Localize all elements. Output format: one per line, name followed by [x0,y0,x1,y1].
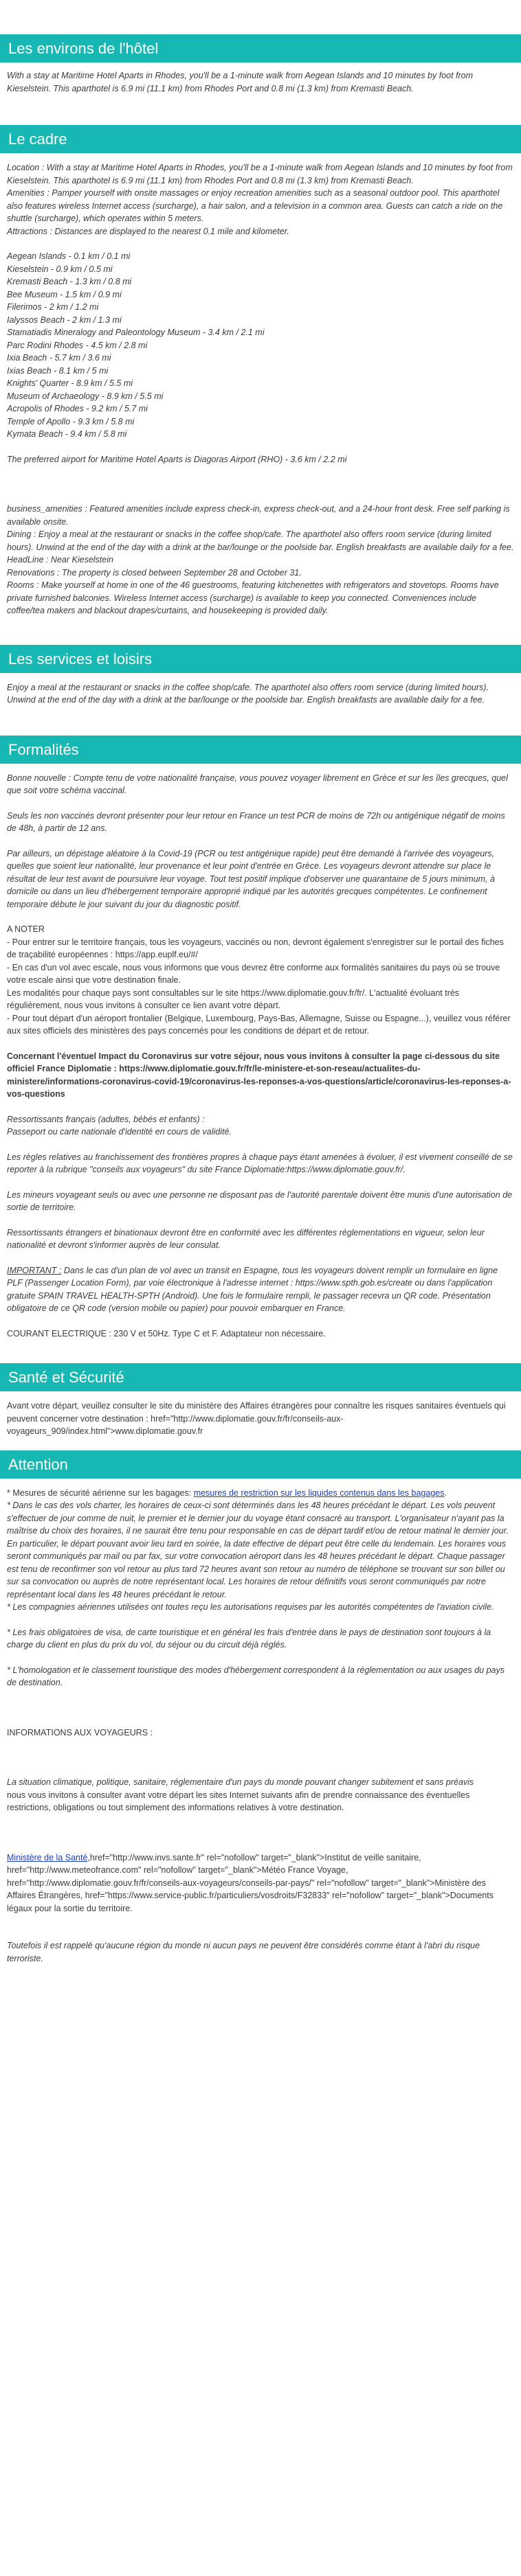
distance-item: Kieselstein - 0.9 km / 0.5 mi [7,264,113,274]
baggage-restrictions-link[interactable]: mesures de restriction sur les liquides contenus dans les bagages [193,1488,445,1498]
formalites-note-2: - En cas d'un vol avec escale, nous vous informons que vous devrez être conforme aux formalités sanitaires du pays où se trouve votre escale ainsi que votre destination finale. [7,962,500,985]
cadre-rooms: Rooms : Make yourself at home in one of the 46 guestrooms, featuring kitchenettes with refrigerators and stovetops. Rooms have private furnished balconies. Wireless Internet access (surcharge) is available to keep you connected. Conveniences include coffee/tea makers and blackout drapes/curtains, and housekeeping is provided daily. [7,580,499,615]
distance-item: Kymata Beach - 9.4 km / 5.8 mi [7,429,127,439]
distance-item: Bee Museum - 1.5 km / 0.9 mi [7,289,122,299]
section-title-cadre: Le cadre [0,125,521,153]
distance-list [7,250,514,441]
distance-item: Temple of Apollo - 9.3 km / 5.8 mi [7,416,135,426]
formalites-courant: COURANT ELECTRIQUE : 230 V et 50Hz. Type C et F. Adaptateur non nécessaire. [7,1328,326,1338]
formalites-regles: Les règles relatives au franchissement des frontières propres à chaque pays étant amenées à évoluer, il est vivement conseillé de se reporter à la rubrique "conseils aux voyageurs" du site France Diplomatie:https://www.diplomatie.gouv.fr/. [7,1152,513,1174]
section-title-sante: Santé et Sécurité [0,1363,521,1391]
formalites-ressortissants-title: Ressortissants français (adultes, bébés et enfants) : [7,1114,205,1124]
attention-info-title: INFORMATIONS AUX VOYAGEURS : [7,1727,153,1737]
formalites-mineurs: Les mineurs voyageant seuls ou avec une personne ne disposant pas de l'autorité parentale doivent être munis d'une autorisation de sortie de territoire. [7,1189,513,1212]
distance-item: Stamatiadis Mineralogy and Paleontology Museum - 3.4 km / 2.1 mi [7,328,265,337]
formalites-important [7,1264,514,1315]
important-text: Dans le cas d'un plan de vol avec un transit en Espagne, tous les voyageurs doivent remplir un formulaire en ligne PLF (Passenger Location Form), par voie électronique à l'adresse internet : https://www.spth.gob.es/create ou dans l'application gratuite SPAIN TRAVEL HEALTH-SPTH (Android). Une fois le formulaire rempli, le passager recevra un QR code. Présentation obligatoire de ce QR code (version mobile ou papier) pour pouvoir embarquer en France. [7,1265,498,1313]
formalites-p3: Par ailleurs, un dépistage aléatoire à la Covid-19 (PCR ou test antigénique rapide) peut être demandé à l'arrivée des voyageurs, quelles que soient leur nationalité, leur provenance et leur point d'entrée en Grèce. Les voyageurs devront attendre sur place le résultat de leur test avant de poursuivre leur voyage. Tout test positif implique d'observer une quarantaine de 5 jours minimum, à domicile ou dans un lieu d'hébergement temporaire approprié indiqué par les autorités grecques compétentes. Le confinement temporaire débute le jour suivant du jour du diagnostic positif. [7,848,495,909]
formalites-p2: Seuls les non vaccinés devront présenter pour leur retour en France un test PCR de moins de 72h ou antigénique négatif de moins de 48h, à partir de 12 ans. [7,810,505,833]
environs-text: With a stay at Maritime Hotel Aparts in Rhodes, you'll be a 1-minute walk from Aegean Islands and 10 minutes by foot from Kieselstein. This aparthotel is 6.9 mi (11.1 km) from Rhodes Port and 0.8 mi (1.3 km) from Kremasti Beach. [7,71,474,93]
attention-links: Ministère de la Santé,href="http://www.invs.sante.fr" rel="nofollow" target="_blank">Institut de veille sanitaire, href="http://www.meteofrance.com" rel="nofollow" target="_blank">Météo France Voyage, href="http://www.diplomatie.gouv.fr/fr/conseils-aux-voyageurs/conseils-par-pays/" rel="nofollow" target="_blank">Ministère des Affaires Étrangères, href="https://www.service-public.fr/particuliers/vosdroits/F32833" rel="nofollow" target="_blank">Documents légaux pour la sortie du territoire. [7,1852,494,1913]
services-text: Enjoy a meal at the restaurant or snacks in the coffee shop/cafe. The aparthotel also offers room service (during limited hours). Unwind at the end of the day with a drink at the bar/lounge or the poolside bar. English breakfasts are available daily for a fee. [7,682,489,705]
attention-charter: * Dans le cas des vols charter, les horaires de ceux-ci sont déterminés dans les 48 heures précédant le départ. Les vols peuvent s'effectuer de jour comme de nuit, le premier et le dernier jour du voyage étant consacré au transport. L'organisateur n'ayant pas la maîtrise du choix des horaires, il ne saurait être tenu pour responsable en cas de départ tardif et/ou de retour matinal le dernier jour. En particulier, le départ pouvant avoir lieu tard en soirée, la date effective de départ peut être celle du lendemain. Les horaires vous seront communiqués par mail ou par fax, sur votre convocation aéroport dans les 48 heures précédant le départ. Chaque passager est tenu de reconfirmer son vol retour au plus tard 72 heures avant son retour au numéro de téléphone se trouvant sur son billet ou sur sa convocation ou auprès de notre représentant local. Les horaires de retour définitifs vous seront communiqués par notre représentant local dans les 48 heures précédant le retour. [7,1501,509,1599]
attention-terrorisme: Toutefois il est rappelé qu'aucune région du monde ni aucun pays ne peuvent être considérés comme étant à l'abri du risque terroriste. [7,1941,480,1963]
attention-frais: * Les frais obligatoires de visa, de carte touristique et en général les frais d'entrée dans le pays de destination sont toujours à la charge du client en plus du prix du vol, du séjour ou du circuit déjà réglés. [7,1627,491,1650]
distance-item: Filerimos - 2 km / 1.2 mi [7,302,99,312]
formalites-ressortissants-docs: Passeport ou carte nationale d'identité en cours de validité. [7,1127,232,1137]
attention-baggage: * Mesures de sécurité aérienne sur les bagages: mesures de restriction sur les liquides contenus dans les bagages. [7,1488,447,1498]
cadre-attractions: Attractions : Distances are displayed to the nearest 0.1 mile and kilometer. [7,226,289,236]
cadre-location: Location : With a stay at Maritime Hotel Aparts in Rhodes, you'll be a 1-minute walk from Aegean Islands and 10 minutes by foot from Kieselstein. This aparthotel is 6.9 mi (11.1 km) from Rhodes Port and 0.8 mi (1.3 km) from Kremasti Beach. [7,163,513,185]
formalites-p1: Bonne nouvelle : Compte tenu de votre nationalité française, vous pouvez voyager librement en Grèce et sur les îles grecques, quel que soit votre schéma vaccinal. [7,773,508,795]
cadre-headline: HeadLine : Near Kieselstein [7,555,113,565]
ministere-sante-link[interactable]: Ministère de la Santé [7,1852,88,1862]
distance-item: Museum of Archaeology - 8.9 km / 5.5 mi [7,391,164,401]
distance-item: Aegean Islands - 0.1 km / 0.1 mi [7,251,131,261]
sante-text: Avant votre départ, veuillez consulter le site du ministère des Affaires étrangères pour connaître les risques sanitaires éventuels qui peuvent concerner votre destination : href="http://www.diplomatie.gouv.fr/fr/conseils-aux-voyageurs_909/index.html">www.diplomatie.gouv.fr [7,1401,506,1436]
cadre-dining: Dining : Enjoy a meal at the restaurant or snacks in the coffee shop/cafe. The aparthotel also offers room service (during limited hours). Unwind at the end of the day with a drink at the bar/lounge or the poolside bar. English breakfasts are available daily for a fee. [7,529,514,552]
formalites-note-3: Les modalités pour chaque pays sont consultables sur le site https://www.diplomatie.gouv.fr/fr/. L'actualité évoluant très régulièrement, nous vous invitons à consulter ce lien avant votre départ. [7,988,460,1010]
section-title-formalites: Formalités [0,736,521,764]
distance-item: Ialyssos Beach - 2 km / 1.3 mi [7,315,122,325]
section-title-environs: Les environs de l'hôtel [0,34,521,62]
formalites-etrangers: Ressortissants étrangers et binationaux devront être en conformité avec les différentes réglementations en vigueur, selon leur nationalité et devront s'informer auprès de leur consulat. [7,1227,485,1250]
distance-item: Ixia Beach - 5.7 km / 3.6 mi [7,353,111,363]
formalites-coronavirus-note: Concernant l'éventuel Impact du Coronavirus sur votre séjour, nous vous invitons à consulter la page ci-dessous du site officiel France Diplomatie : https://www.diplomatie.gouv.fr/fr/le-ministere-et-son-reseau/actualites-du-ministere/informations-coronavirus-covid-19/coronavirus-les-reponses-a-vos-questions/article/coronavirus-les-reponses-a-vos-questions [7,1051,511,1099]
distance-item: Kremasti Beach - 1.3 km / 0.8 mi [7,277,132,286]
important-label: IMPORTANT : [7,1265,62,1275]
distance-item: Parc Rodini Rhodes - 4.5 km / 2.8 mi [7,340,148,350]
section-title-attention: Attention [0,1450,521,1479]
attention-homologation: * L'homologation et le classement touristique des modes d'hébergement correspondent à la réglementation ou aux usages du pays de destination. [7,1665,505,1687]
distance-item: Ixias Beach - 8.1 km / 5 mi [7,365,109,376]
cadre-renovations: Renovations : The property is closed between September 28 and October 31. [7,567,302,578]
distance-item: Acropolis of Rhodes - 9.2 km / 5.7 mi [7,404,148,413]
cadre-business: business_amenities : Featured amenities include express check-in, express check-out, and a 24-hour front desk. Free self parking is available onsite. [7,504,510,527]
attention-info-1: La situation climatique, politique, sanitaire, réglementaire d'un pays du monde pouvant changer subitement et sans préavis [7,1777,474,1787]
attention-compagnies: * Les compagnies aériennes utilisées ont toutes reçu les autorisations requises par les autorités compétentes de l'aviation civile. [7,1602,494,1612]
section-title-services: Les services et loisirs [0,645,521,673]
cadre-airport: The preferred airport for Maritime Hotel Aparts is Diagoras Airport (RHO) - 3.6 km / 2.2 mi [7,454,347,464]
formalites-note-1: - Pour entrer sur le territoire français, tous les voyageurs, vaccinés ou non, devront également s'enregistrer sur le portail des fiches de traçabilité européennes : https://app.euplf.eu/#/ [7,937,504,959]
cadre-amenities: Amenities : Pamper yourself with onsite massages or enjoy recreation amenities such as a seasonal outdoor pool. This aparthotel also features wireless Internet access (surcharge), a hair salon, and a television in a common area. Guests can catch a ride on the shuttle (surcharge), which operates within 5 meters. [7,188,503,223]
formalites-a-noter: A NOTER [7,924,45,934]
attention-info-2: nous vous invitons à consulter avant votre départ les sites Internet suivants afin de prendre connaissance des éventuelles restrictions, obligations ou tout simplement des informations relatives à votre destination. [7,1790,470,1812]
formalites-note-4: - Pour tout départ d'un aéroport frontalier (Belgique, Luxembourg, Pays-Bas, Allemagne, Suisse ou Espagne...), veuillez vous référer aux sites officiels des ministères des pays concernés pour les conditions de départ et de retour. [7,1013,511,1036]
distance-item: Knights' Quarter - 8.9 km / 5.5 mi [7,378,133,388]
